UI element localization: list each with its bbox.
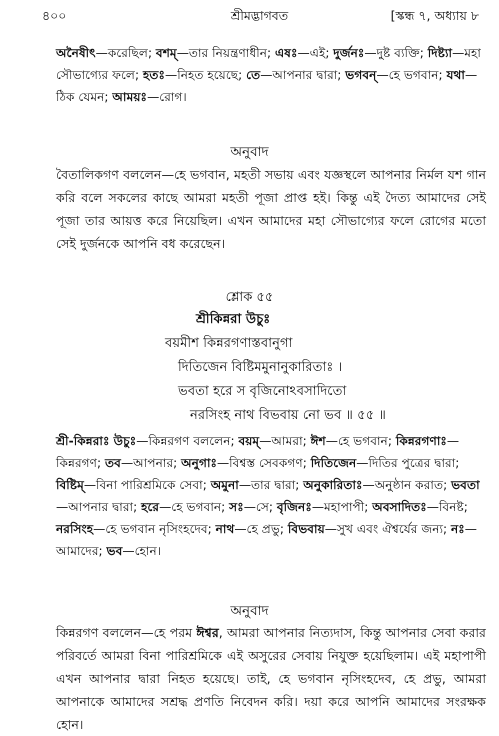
translation-1: বৈতালিকগণ বললেন—হে ভগবান, মহতী সভায় এবং যজ্ঞস্থলে আপনার নির্মল যশ গান করি বলে সকলের কাছে আমরা মহতী পূজা প্রাপ্ত হই। কিন্তু এই দৈত্য আমাদের সেই পূজা তার আয়ত্ত করে নিয়েছিল। এখন আমাদের মহা সৌভাগ্যের ফলে রোগের মতো সেই দুর্জনকে আপনি বধ করেছেন। [56, 167, 486, 251]
gloss-text: —আপনার দ্বারা; [260, 68, 346, 82]
gloss-text: —আমাদের; [56, 522, 477, 558]
gloss-text: —দুষ্ট ব্যক্তি; [364, 46, 428, 60]
verse-line: ভবতা হরে স বৃজিনোঽবসাদিতো [178, 384, 347, 399]
gloss-text: —হে ভগবান; [325, 434, 396, 448]
gloss-text: —রোগ। [147, 90, 187, 104]
sanskrit-term: বয়ম্ [238, 434, 260, 448]
gloss-text: —হে প্রভু; [234, 522, 288, 536]
sanskrit-term: ভব [106, 544, 123, 558]
sanskrit-term: তব [105, 456, 121, 470]
translation-2 [56, 621, 486, 736]
sanskrit-term: নঃ [451, 522, 465, 536]
sanskrit-term: তে [246, 68, 261, 82]
sanskrit-term: অনুগাঃ [181, 456, 217, 470]
sanskrit-term: আময়ঃ [112, 90, 148, 104]
gloss-text: —হে ভগবান নৃসিংহদেব; [93, 522, 216, 536]
verse-line: নরসিংহ নাথ বিভবায় নো ভব ॥ ৫৫ ॥ [190, 408, 386, 423]
verse-title: শ্লোক ৫৫ [225, 290, 274, 305]
sanskrit-term: এষঃ [275, 46, 298, 60]
page-header [40, 8, 479, 30]
book-title: শ্রীমদ্ভাগবত [230, 8, 289, 23]
gloss-text: —আমরা; [259, 434, 311, 448]
gloss-text: —বিনা পারিশ্রমিকে সেবা; [83, 478, 211, 492]
sanskrit-term: ভবতা [451, 478, 480, 492]
gloss-text: —মহা সৌভাগ্যের ফলে; [56, 46, 481, 82]
sanskrit-term: অনৈষীৎ [56, 46, 96, 60]
gloss-text: —আপনার দ্বারা; [56, 500, 142, 514]
sanskrit-term: নাথ [215, 522, 235, 536]
verse-line: বয়মীশ কিন্নরগণাস্তবানুগা [165, 336, 293, 351]
page-number: ৪০০ [42, 8, 67, 23]
gloss-text: —করেছিল; [95, 46, 156, 60]
sanskrit-term: ঈশ [310, 434, 326, 448]
verse-line: দিতিজেন বিষ্টিমমুনানুকারিতাঃ । [178, 360, 343, 375]
sanskrit-term: ভগবন্ [345, 68, 377, 82]
gloss-text: —তার দ্বারা; [238, 478, 304, 492]
translation-heading-2: অনুবাদ [230, 603, 269, 619]
sanskrit-term: বিভবায় [287, 522, 325, 536]
gloss-text: —হে ভগবান; [159, 500, 230, 514]
gloss-text: —ঠিক যেমন; [56, 68, 478, 104]
sanskrit-term: কিন্নরগণাঃ [395, 434, 447, 448]
sanskrit-term: বিষ্টিম্ [56, 478, 84, 492]
gloss-text: —অনুষ্ঠান করাত; [362, 478, 452, 492]
sanskrit-term: অবসাদিতঃ [372, 500, 427, 514]
sanskrit-term: বৃজিনঃ [276, 500, 312, 514]
sanskrit-term: হরে [141, 500, 160, 514]
sanskrit-term: হতঃ [142, 68, 166, 82]
sanskrit-term: ঈশ্বর [196, 625, 219, 640]
gloss-text: —কিন্নরগণ; [56, 434, 460, 470]
gloss-text: কিন্নরগণ বললেন—হে পরম [56, 625, 197, 640]
gloss-text: —সে; [243, 500, 277, 514]
sanskrit-term: দিতিজেন [310, 456, 357, 470]
gloss-text: —সুখ এবং ঐশ্বর্যের জন্য; [324, 522, 452, 536]
gloss-text: —হোন। [122, 544, 162, 558]
gloss-text: —আপনার; [120, 456, 182, 470]
sanskrit-term: বশম্ [155, 46, 177, 60]
sanskrit-term: নরসিংহ [56, 522, 94, 536]
gloss-text: , আমরা আপনার নিত্যদাস, কিন্তু আপনার সেবা করার পরিবর্তে আমরা বিনা পারিশ্রমিকে এই অসুরের সেবায় নিযুক্ত হয়েছিলাম। এই মহাপাপী এখন আপনার দ্বারা নিহত হয়েছে। তাই, হে ভগবান নৃসিংহদেব, হে প্রভু, আমরা আপনাকে আমাদের সশ্রদ্ধ প্রণতি নিবেদন করি। দয়া করে আপনি আমাদের সংরক্ষক হোন। [56, 625, 486, 732]
sanskrit-term: অমুনা [210, 478, 239, 492]
sanskrit-term: শ্রী-কিন্নরাঃ উচুঃ [56, 434, 137, 448]
sanskrit-term: দুর্জনঃ [333, 46, 365, 60]
gloss-text: —মহাপাপী; [311, 500, 373, 514]
gloss-text: —তার নিয়ন্ত্রণাধীন; [176, 46, 276, 60]
synonyms-top [56, 42, 486, 108]
sanskrit-term: যথা [446, 68, 465, 82]
chapter-context: [স্কন্ধ ৭, অধ্যায় ৮ [390, 8, 479, 23]
gloss-text: —বিনষ্ট; [426, 500, 468, 514]
gloss-text: —কিন্নরগণ বললেন; [136, 434, 239, 448]
sanskrit-term: দিষ্ট্যা [427, 46, 453, 60]
translation-heading-1: অনুবাদ [230, 144, 269, 160]
synonyms-verse [56, 430, 486, 562]
sanskrit-term: সঃ [229, 500, 244, 514]
gloss-text: —এই; [297, 46, 334, 60]
gloss-text: —বিশ্বস্ত সেবকগণ; [216, 456, 311, 470]
gloss-text: —নিহত হয়েছে; [165, 68, 247, 82]
gloss-text: —হে ভগবান; [376, 68, 447, 82]
gloss-text: —দিতির পুত্রের দ্বারা; [356, 456, 460, 470]
verse-line: শ্রীকিন্নরা উচুঃ [196, 312, 271, 327]
sanskrit-term: অনুকারিতাঃ [303, 478, 363, 492]
